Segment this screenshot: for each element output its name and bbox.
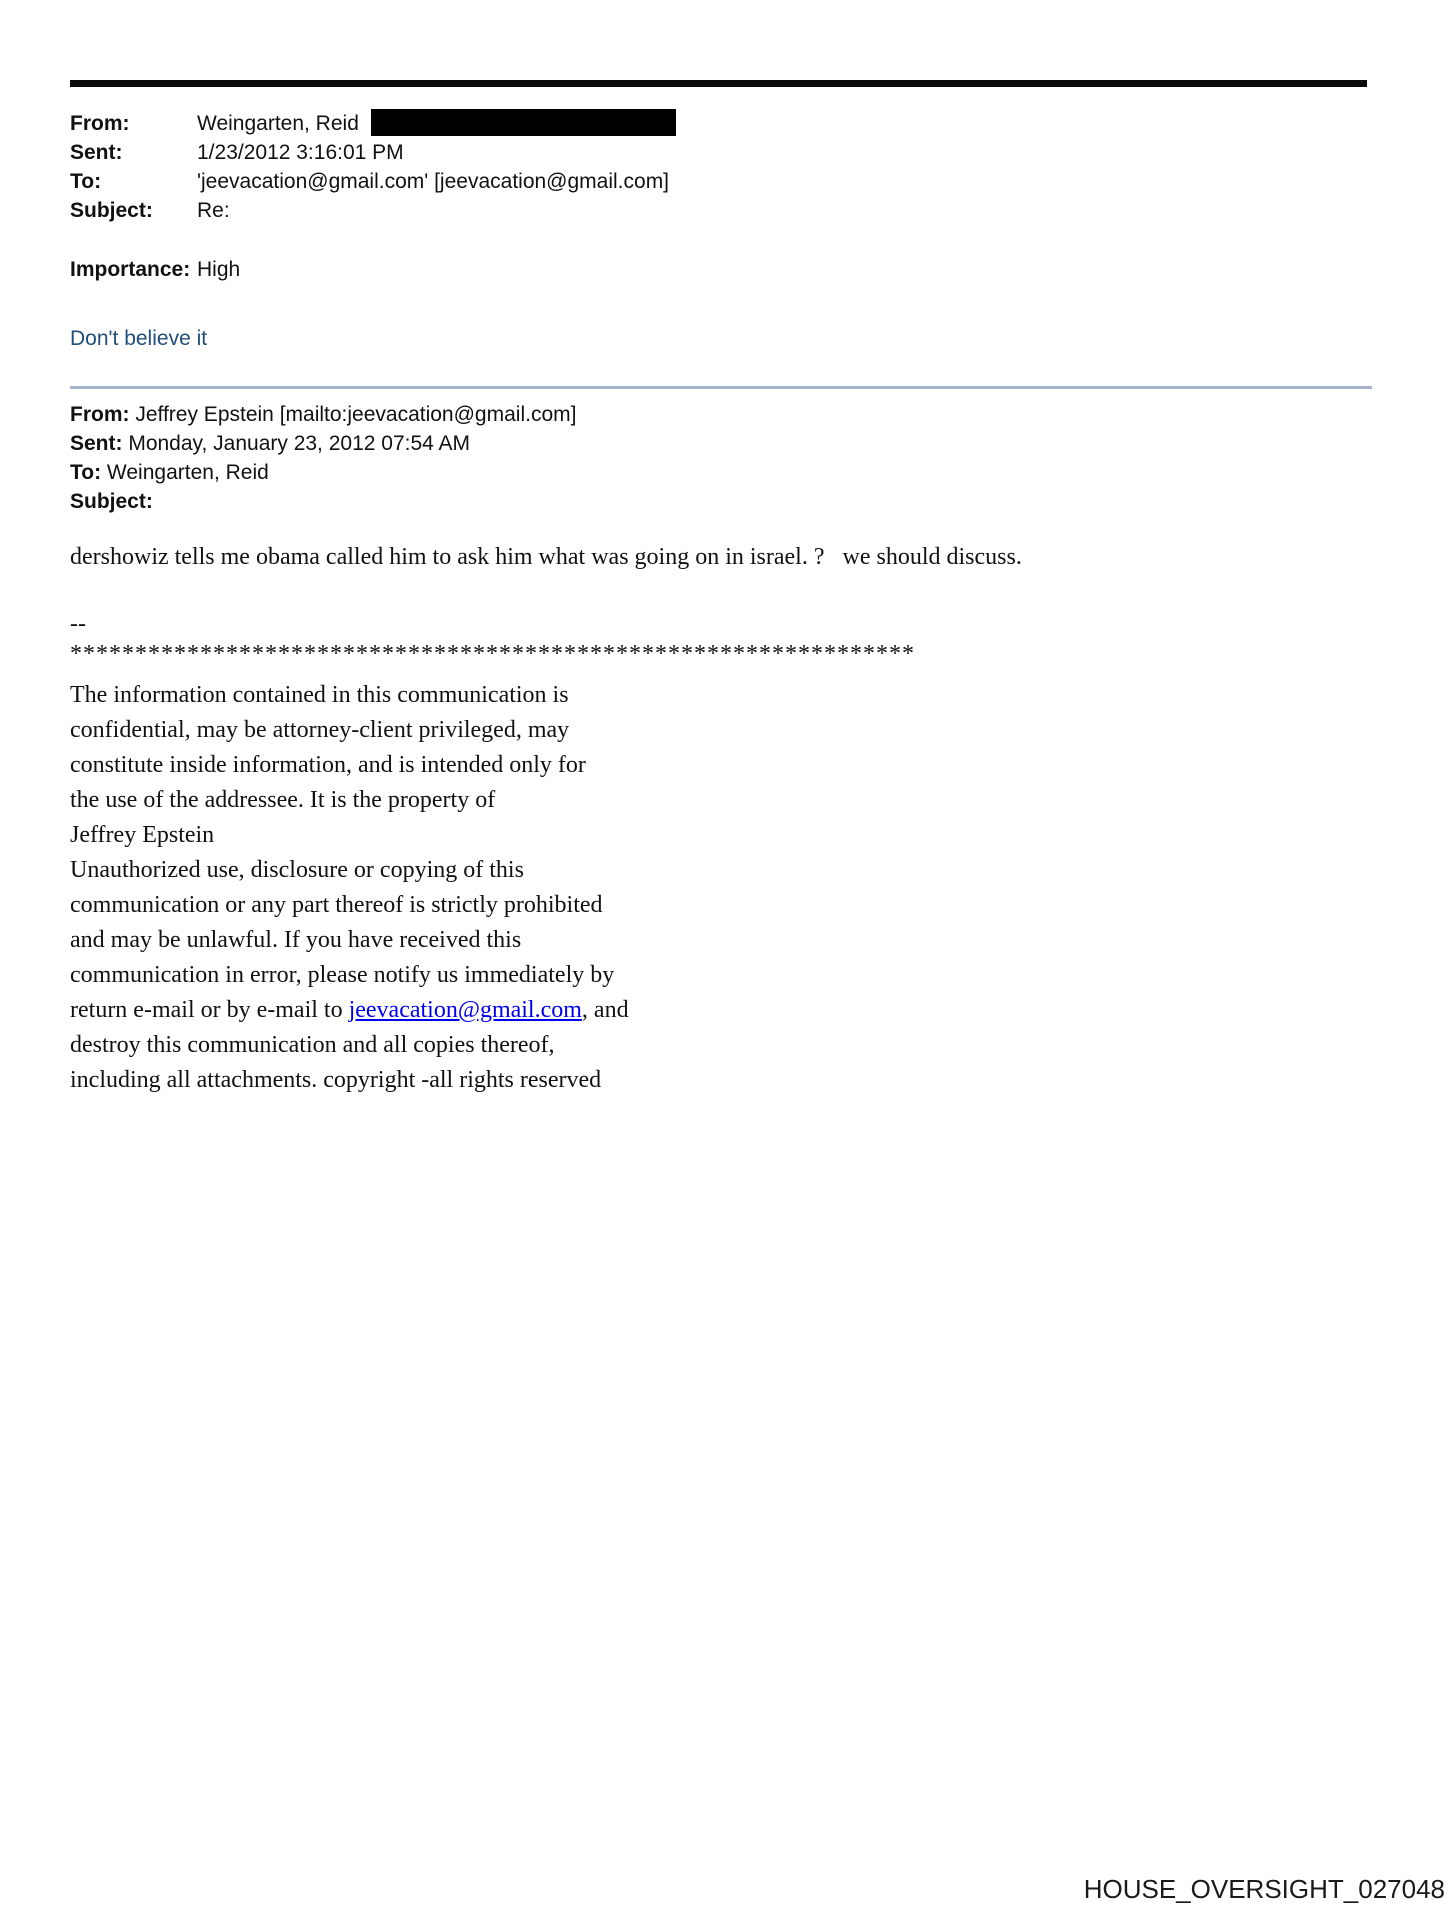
disclaimer-line: confidential, may be attorney-client privileged, may xyxy=(70,717,570,743)
header-row-importance xyxy=(70,255,676,284)
subject-label: Subject: xyxy=(70,199,153,222)
disclaimer-line: communication in error, please notify us immediately by xyxy=(70,962,615,988)
header-row-to xyxy=(70,167,676,196)
quoted-row-from xyxy=(70,400,576,429)
quoted-to-label: To: xyxy=(70,461,102,484)
quoted-from-label: From: xyxy=(70,403,130,426)
disclaimer-line: Jeffrey Epstein xyxy=(70,822,215,848)
email-header-block xyxy=(70,109,676,284)
header-row-subject xyxy=(70,196,676,225)
asterisk-separator-line: ***************************************************************** xyxy=(70,641,915,667)
to-value: 'jeevacation@gmail.com' [jeevacation@gmail.com] xyxy=(197,170,670,193)
quoted-row-subject xyxy=(70,487,576,516)
disclaimer-line: The information contained in this communication is xyxy=(70,682,569,708)
from-value-text: Weingarten, Reid xyxy=(197,112,359,135)
quoted-body-text: dershowiz tells me obama called him to ask him what was going on in israel. ? we should discuss. xyxy=(70,544,1022,570)
quoted-subject-label: Subject: xyxy=(70,490,153,513)
top-black-rule xyxy=(70,80,1367,87)
subject-value: Re: xyxy=(197,199,230,222)
reply-message-text: Don't believe it xyxy=(70,327,208,350)
disclaimer-block xyxy=(70,678,629,1098)
disclaimer-line: Unauthorized use, disclosure or copying of this xyxy=(70,857,524,883)
header-row-sent xyxy=(70,138,676,167)
disclaimer-line: constitute inside information, and is intended only for xyxy=(70,752,586,778)
quoted-row-sent xyxy=(70,429,576,458)
disclaimer-line: the use of the addressee. It is the property of xyxy=(70,787,496,813)
link-line-after: , and xyxy=(581,997,629,1023)
quoted-sent-value: Monday, January 23, 2012 07:54 AM xyxy=(122,432,471,455)
email-address-link[interactable]: jeevacation@gmail.com xyxy=(348,997,582,1023)
quoted-message-divider xyxy=(70,386,1372,389)
quoted-sent-label: Sent: xyxy=(70,432,123,455)
disclaimer-link-line xyxy=(70,993,629,1028)
header-row-from xyxy=(70,109,676,138)
quoted-header-block xyxy=(70,400,576,516)
bates-number: HOUSE_OVERSIGHT_027048 xyxy=(1083,1874,1445,1904)
importance-value: High xyxy=(197,258,241,281)
signature-dashes: -- xyxy=(70,611,86,637)
quoted-row-to xyxy=(70,458,576,487)
disclaimer-line: including all attachments. copyright -all rights reserved xyxy=(70,1067,602,1093)
redaction-bar xyxy=(371,109,676,136)
quoted-to-value: Weingarten, Reid xyxy=(101,461,269,484)
disclaimer-line: communication or any part thereof is strictly prohibited xyxy=(70,892,603,918)
disclaimer-line: destroy this communication and all copies thereof, xyxy=(70,1032,555,1058)
importance-label: Importance: xyxy=(70,258,191,281)
to-label: To: xyxy=(70,170,102,193)
disclaimer-line: and may be unlawful. If you have received this xyxy=(70,927,522,953)
from-value xyxy=(197,109,676,138)
sent-label: Sent: xyxy=(70,141,123,164)
signature-block xyxy=(70,610,915,670)
link-line-before: return e-mail or by e-mail to xyxy=(70,997,349,1023)
quoted-from-value: Jeffrey Epstein [mailto:jeevacation@gmail.com] xyxy=(129,403,577,426)
sent-value: 1/23/2012 3:16:01 PM xyxy=(197,141,404,164)
from-label: From: xyxy=(70,112,130,135)
